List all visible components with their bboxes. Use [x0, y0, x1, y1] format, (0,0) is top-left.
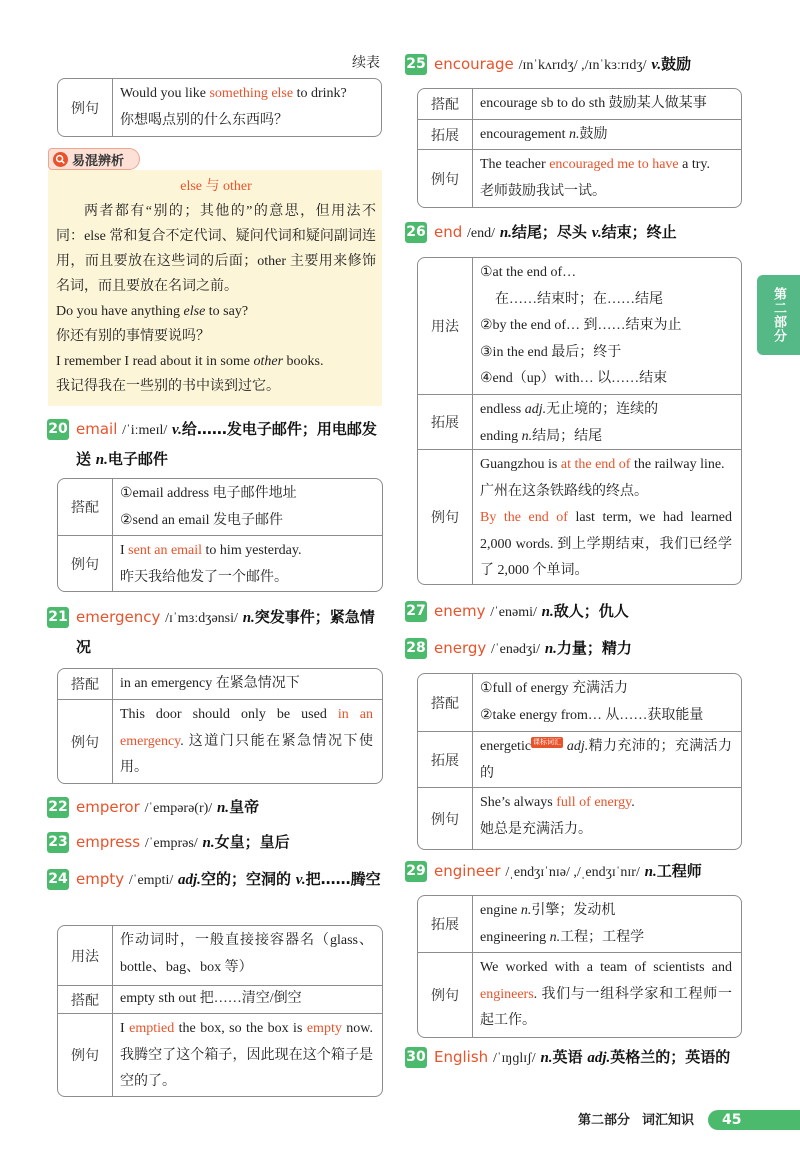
example-text: last term, we had learned 2,000 words. — [480, 510, 732, 552]
row-content — [113, 986, 382, 1013]
entry-number-badge: 24 — [47, 869, 69, 890]
extension-word: energetic — [480, 739, 532, 754]
part-of-speech: adj. — [178, 872, 201, 888]
example-italic: else — [183, 304, 206, 319]
usage-line: ④end（up）with… 以……结束 — [480, 371, 668, 386]
entry-number-badge: 20 — [47, 419, 69, 440]
collocation-line: ②send an email 发电子邮件 — [120, 512, 284, 528]
example-english — [480, 152, 732, 179]
row-label: 拓展 — [418, 732, 473, 787]
example-highlight: at the end of — [560, 457, 631, 472]
example-text: books. — [283, 354, 324, 369]
section-side-tab[interactable] — [757, 275, 800, 355]
entry-number-badge: 28 — [405, 638, 427, 659]
table-row — [418, 674, 741, 731]
entry-emperor — [47, 793, 385, 823]
example-highlight: encouraged me to have — [549, 157, 679, 172]
entry-number-badge: 25 — [405, 54, 427, 75]
meaning: 引擎；发动机 — [531, 903, 616, 918]
example-text: to him yesterday. — [202, 543, 302, 558]
row-content — [113, 926, 382, 985]
meaning: 结尾；尽头 — [511, 223, 587, 241]
example-italic: other — [253, 354, 284, 369]
phonetic: /ˈenəmi/ — [490, 605, 537, 620]
phonetic: /ˈempərə(r)/ — [144, 801, 213, 816]
row-label: 搭配 — [58, 479, 113, 535]
headword: encourage — [434, 55, 514, 73]
table-row — [58, 535, 382, 591]
entry-email — [47, 415, 385, 475]
table-row — [58, 79, 381, 136]
tip-example-english — [56, 299, 376, 324]
row-label: 例句 — [58, 1014, 113, 1096]
part-of-speech: n. — [540, 1050, 553, 1066]
engineer-table — [417, 895, 742, 1038]
meaning: 力量；精力 — [556, 639, 632, 657]
table-row — [418, 119, 741, 149]
headword: email — [76, 420, 118, 438]
part-of-speech: n. — [499, 225, 512, 241]
example-highlight: emptied — [129, 1021, 175, 1036]
example-english — [480, 790, 732, 817]
entry-number-badge: 21 — [47, 607, 69, 628]
example-text: to drink? — [293, 86, 347, 101]
part-of-speech: v. — [591, 225, 602, 241]
end-table — [417, 257, 742, 585]
example-text: . — [180, 733, 189, 749]
tip-example-chinese: 我记得我在一些别的书中读到过它。 — [56, 379, 280, 394]
part-of-speech: n. — [216, 800, 230, 816]
table-row — [418, 89, 741, 119]
row-content — [473, 953, 741, 1037]
entry-energy — [405, 634, 750, 664]
row-label: 搭配 — [58, 986, 113, 1013]
table-row — [418, 952, 741, 1037]
row-content — [473, 788, 741, 849]
collocation-line: ①email address 电子邮件地址 — [120, 486, 297, 501]
extension-word: encouragement — [480, 127, 566, 142]
email-table — [57, 478, 383, 592]
example-text: the box, so the box is — [174, 1021, 307, 1036]
part-of-speech: n. — [520, 903, 532, 918]
page-number-pill — [708, 1110, 800, 1130]
usage-line: 作动词时，一般直接接容器名（glass、bottle、bag、box 等） — [120, 933, 373, 975]
entry-empty — [47, 865, 385, 895]
example-text: Do you have anything — [56, 304, 184, 319]
extension-line — [480, 925, 732, 952]
example-highlight: empty — [306, 1021, 342, 1036]
empty-table — [57, 925, 383, 1097]
example-text: to say? — [205, 304, 249, 319]
example-highlight: By the end of — [480, 510, 568, 525]
part-of-speech: n. — [95, 452, 108, 468]
row-label: 例句 — [418, 788, 473, 849]
footer — [578, 1111, 706, 1131]
phonetic: /ˈɪŋɡlɪʃ/ — [492, 1051, 536, 1066]
example-english — [120, 538, 373, 565]
meaning: 给……发电子邮件；用电邮发送 — [76, 420, 377, 468]
extension-line — [480, 122, 732, 149]
phonetic: /ɪˈmɜːdʒənsi/ — [165, 611, 238, 626]
part-of-speech: v. — [651, 57, 662, 73]
page-number: 45 — [722, 1112, 742, 1128]
headword: empress — [76, 833, 141, 851]
row-content — [473, 150, 741, 207]
meaning: 英格兰的；英语的 — [610, 1048, 731, 1066]
row-label: 例句 — [58, 536, 113, 591]
example-paragraph — [480, 505, 732, 585]
example-text: I — [120, 1021, 130, 1036]
example-highlight: full of energy — [556, 795, 632, 810]
example-english — [480, 452, 732, 479]
row-label: 例句 — [418, 953, 473, 1037]
example-text: This door should only be used — [120, 707, 338, 722]
meaning: 鼓励 — [579, 127, 608, 142]
continued-label: 续表 — [352, 55, 380, 71]
meaning: 无止境的；连续的 — [546, 402, 659, 417]
row-content — [113, 700, 382, 783]
table-row — [58, 1013, 382, 1096]
extension-line — [480, 424, 732, 451]
meaning: 敌人；仇人 — [553, 602, 629, 620]
example-text: Guangzhou is — [480, 457, 561, 472]
example-highlight: engineers — [480, 986, 534, 1002]
tip-example-english — [56, 349, 376, 374]
part-of-speech: n. — [541, 604, 554, 620]
example-text: the railway line. — [630, 457, 725, 472]
meaning: 结束；终止 — [601, 223, 677, 241]
example-chinese: 老师鼓励我试一试。 — [480, 183, 606, 199]
table-row — [58, 985, 382, 1013]
meaning: 结局；结尾 — [532, 428, 603, 444]
part-of-speech: n. — [242, 610, 255, 626]
row-content — [113, 669, 382, 699]
tip-example-chinese: 你还有别的事情要说吗？ — [56, 329, 210, 344]
row-content — [473, 120, 741, 149]
part-of-speech: n. — [544, 641, 557, 657]
part-of-speech: adj. — [524, 402, 547, 417]
meaning: 把……腾空 — [305, 870, 381, 888]
example-chinese: 她总是充满活力。 — [480, 821, 592, 837]
part-of-speech: n. — [521, 428, 533, 444]
entry-number-badge: 29 — [405, 861, 427, 882]
row-label: 用法 — [418, 258, 473, 394]
meaning: 工程师 — [656, 862, 702, 880]
meaning: 精力充沛的；充满活力的 — [480, 739, 733, 781]
example-text: We worked with a team of scientists and — [480, 960, 732, 975]
meaning: 工程；工程学 — [560, 929, 645, 945]
table-row — [418, 787, 741, 849]
row-content — [113, 1014, 382, 1096]
row-label: 搭配 — [418, 674, 473, 731]
row-label: 搭配 — [58, 669, 113, 699]
example-text: . — [631, 795, 635, 810]
row-label: 用法 — [58, 926, 113, 985]
footer-title: 词汇知识 — [642, 1113, 695, 1128]
part-of-speech: adj. — [587, 1050, 611, 1066]
phonetic: /ɪnˈkʌrɪdʒ/ ,/ɪnˈkɜːrɪdʒ/ — [518, 58, 647, 73]
row-label: 例句 — [58, 79, 113, 136]
entry-emergency — [47, 603, 385, 662]
example-chinese: 你想喝点别的什么东西吗？ — [120, 112, 288, 128]
example-chinese: 昨天我给他发了一个邮件。 — [120, 569, 288, 585]
row-content — [473, 89, 741, 119]
headword: emergency — [76, 608, 161, 626]
row-label: 例句 — [58, 700, 113, 783]
row-label: 例句 — [418, 150, 473, 207]
row-label: 例句 — [418, 450, 473, 584]
headword: English — [434, 1048, 489, 1066]
row-label: 拓展 — [418, 120, 473, 149]
part-of-speech: v. — [295, 872, 306, 888]
extension-word: engineering — [480, 929, 547, 945]
entry-number-badge: 23 — [47, 832, 69, 853]
headword: enemy — [434, 602, 486, 620]
part-of-speech: n. — [644, 864, 657, 880]
example-text: She’s always — [480, 795, 557, 810]
example-text: I — [120, 543, 129, 558]
meaning: 突发事件；紧急情况 — [76, 608, 375, 656]
example-highlight: something else — [209, 86, 294, 101]
footer-section: 第二部分 — [578, 1113, 631, 1128]
example-chinese: 这道门只能在紧急情况下使用。 — [120, 733, 374, 775]
table-row — [58, 926, 382, 985]
example-text: I remember I read about it in some — [56, 354, 254, 369]
row-label: 拓展 — [418, 896, 473, 952]
collocation-line: in an emergency 在紧急情况下 — [120, 676, 300, 691]
phonetic: /ˈempti/ — [128, 873, 174, 888]
curriculum-badge: 课标词汇 — [533, 738, 562, 747]
meaning: 女皇；皇后 — [214, 833, 290, 851]
entry-english — [405, 1043, 750, 1073]
energy-table — [417, 673, 742, 850]
example-text: . — [533, 986, 542, 1002]
row-content — [473, 732, 741, 787]
phonetic: /ˈenədʒi/ — [491, 642, 541, 657]
meaning: 空的；空洞的 — [200, 870, 291, 888]
table-row — [418, 896, 741, 952]
row-content — [473, 896, 741, 952]
tip-paragraph: 两者都有“别的；其他的”的意思，但用法不同：else 常和复合不定代词、疑问代词和疑问副词连用，而且要放在这些词的后面；other 主要用来修饰名词，而且要放在名词之前。 — [56, 204, 376, 294]
entry-number-badge: 30 — [405, 1047, 427, 1068]
example-chinese: 我腾空了这个箱子，因此现在这个箱子是空的了。 — [120, 1047, 373, 1089]
row-content — [473, 674, 741, 731]
side-tab-label: 第二部分 — [771, 287, 786, 343]
usage-line: ②by the end of… 到……结束为止 — [480, 318, 682, 333]
row-content — [473, 395, 741, 449]
example-english — [120, 81, 372, 108]
table-row — [418, 394, 741, 449]
phonetic: /ˈiːmeɪl/ — [122, 423, 168, 438]
collocation-line: ②take energy from… 从……获取能量 — [480, 707, 704, 723]
row-content — [473, 258, 741, 394]
table-row — [418, 258, 741, 394]
magnifier-icon — [53, 152, 68, 167]
extension-word: ending — [480, 428, 519, 444]
extension-word: endless — [480, 402, 522, 417]
table-row — [58, 699, 382, 783]
row-content — [473, 450, 741, 584]
tip-title: else 与 other — [180, 179, 252, 194]
tip-box — [48, 170, 382, 406]
part-of-speech: adj. — [566, 739, 589, 754]
tip-tag — [48, 148, 140, 170]
tip-tag-label: 易混辨析 — [72, 153, 125, 169]
example-highlight: sent an email — [128, 543, 203, 558]
example-text: now. — [341, 1021, 373, 1036]
headword: end — [434, 223, 463, 241]
phonetic: /end/ — [467, 226, 496, 241]
encourage-table — [417, 88, 742, 208]
part-of-speech: v. — [172, 422, 182, 438]
meaning: 鼓励 — [661, 55, 692, 73]
continued-table — [57, 78, 382, 137]
example-chinese: 广州在这条铁路线的终点。 — [480, 483, 648, 499]
part-of-speech: n. — [202, 835, 215, 851]
entry-end — [405, 218, 750, 248]
part-of-speech: n. — [549, 929, 561, 945]
collocation-line: ①full of energy 充满活力 — [480, 681, 628, 696]
example-chinese: 我们与一组科学家和工程师一起工作。 — [480, 986, 732, 1028]
collocation-line: encourage sb to do sth 鼓励某人做某事 — [480, 96, 707, 111]
row-content — [113, 479, 382, 535]
example-text: Would you like — [120, 86, 210, 101]
meaning: 英语 — [552, 1048, 583, 1066]
emergency-table — [57, 668, 383, 784]
phonetic: /ˈemprəs/ — [144, 836, 198, 851]
example-text: a try. — [678, 157, 710, 172]
entry-encourage — [405, 50, 750, 80]
entry-number-badge: 26 — [405, 222, 427, 243]
usage-line: ③in the end 最后；终于 — [480, 344, 622, 360]
headword: engineer — [434, 862, 501, 880]
table-row — [418, 731, 741, 787]
table-row — [418, 149, 741, 207]
table-row — [58, 669, 382, 699]
entry-empress — [47, 828, 385, 858]
entry-number-badge: 22 — [47, 797, 69, 818]
row-content — [113, 536, 382, 591]
entry-number-badge: 27 — [405, 601, 427, 622]
collocation-line: empty sth out 把……清空/倒空 — [120, 991, 302, 1006]
usage-line: ①at the end of… — [480, 265, 577, 280]
extension-line — [480, 397, 732, 424]
example-text: The teacher — [480, 157, 550, 172]
row-content — [113, 79, 381, 136]
extension-word: engine — [480, 903, 518, 918]
table-row — [418, 449, 741, 584]
table-row — [58, 479, 382, 535]
row-label: 拓展 — [418, 395, 473, 449]
example-chinese: 到上学期结束，我们已经学了 2,000 个单词。 — [480, 536, 732, 578]
entry-engineer — [405, 857, 790, 887]
extension-line — [480, 898, 732, 925]
meaning: 皇帝 — [229, 798, 260, 816]
meaning: 电子邮件 — [107, 450, 168, 468]
headword: energy — [434, 639, 487, 657]
row-label: 搭配 — [418, 89, 473, 119]
usage-line: 在……结束时；在……结尾 — [495, 291, 663, 307]
phonetic: /ˌendʒɪˈnɪə/ ,/ˌendʒɪˈnɪr/ — [505, 865, 640, 880]
entry-enemy — [405, 597, 750, 627]
headword: emperor — [76, 798, 140, 816]
example-highlight: in an emergency — [120, 707, 373, 749]
part-of-speech: n. — [569, 127, 580, 142]
headword: empty — [76, 870, 125, 888]
